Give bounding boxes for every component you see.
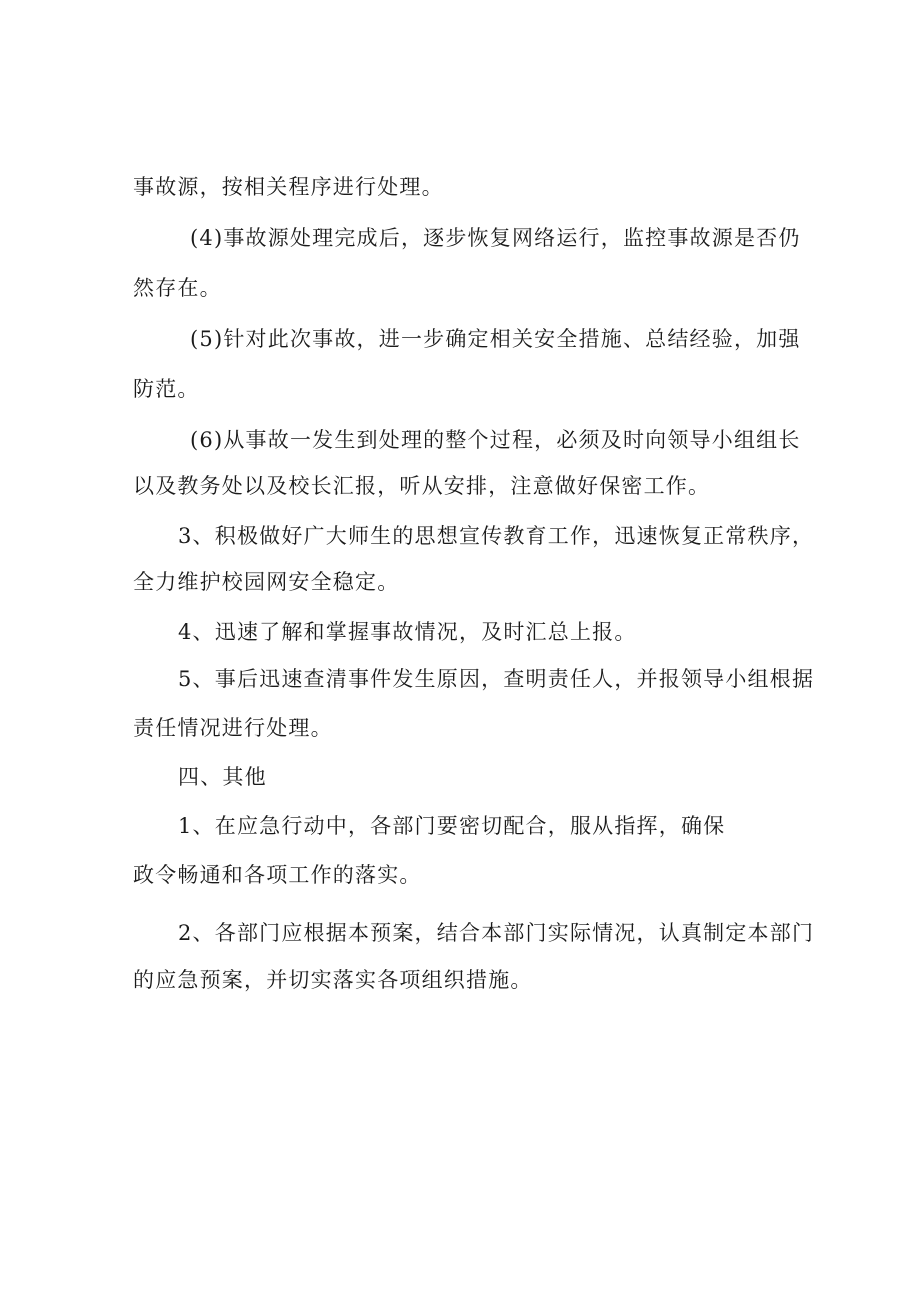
text-line: 然存在。 — [133, 276, 222, 300]
section-heading: 四、其他 — [178, 765, 267, 789]
text-line: 责任情况进行处理。 — [133, 716, 333, 740]
text-line: 政令畅通和各项工作的落实。 — [133, 863, 422, 887]
text-line: (4)事故源处理完成后，逐步恢复网络运行，监控事故源是否仍 — [190, 226, 801, 250]
text-line: 以及教务处以及校长汇报，听从安排，注意做好保密工作。 — [133, 474, 711, 498]
text-line: (5)针对此次事故，进一步确定相关安全措施、总结经验，加强 — [190, 327, 801, 351]
text-line: 的应急预案，并切实落实各项组织措施。 — [133, 968, 533, 992]
text-line: 2、各部门应根据本预案，结合本部门实际情况，认真制定本部门 — [178, 921, 815, 945]
text-line: 3、积极做好广大师生的思想宣传教育工作，迅速恢复正常秩序， — [178, 524, 815, 548]
text-line: 4、迅速了解和掌握事故情况，及时汇总上报。 — [178, 620, 637, 644]
text-line: 5、事后迅速查清事件发生原因，查明责任人，并报领导小组根据 — [178, 667, 815, 691]
text-line: 全力维护校园网安全稳定。 — [133, 570, 400, 594]
text-line: 事故源，按相关程序进行处理。 — [133, 175, 444, 199]
text-line: 防范。 — [133, 377, 200, 401]
text-line: 1、在应急行动中，各部门要密切配合，服从指挥，确保 — [178, 814, 726, 838]
text-line: (6)从事故一发生到处理的整个过程，必须及时向领导小组组长 — [190, 428, 801, 452]
